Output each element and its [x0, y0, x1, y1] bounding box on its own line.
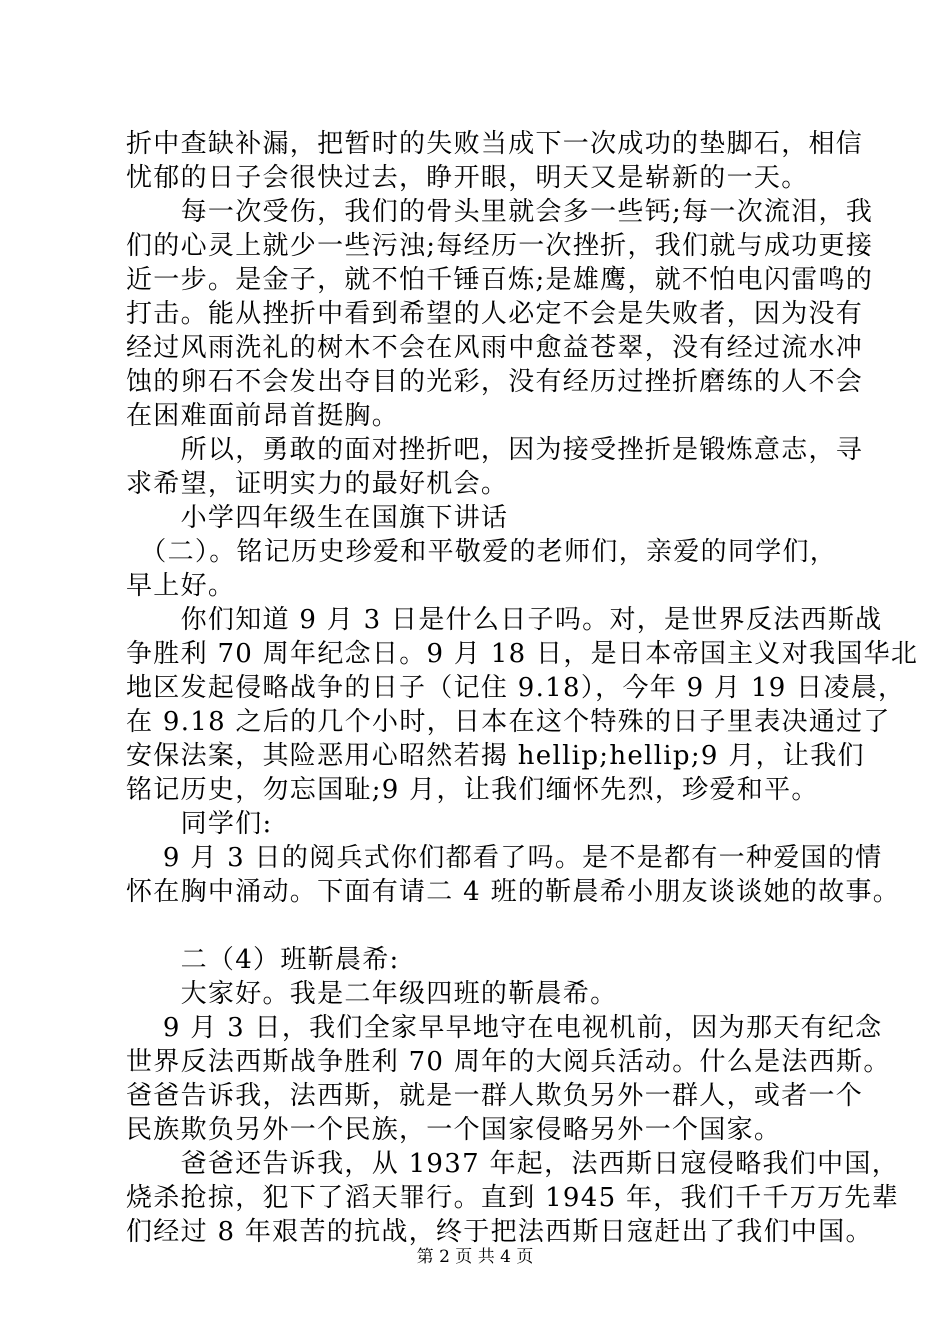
text-line: 世界反法西斯战争胜利 70 周年的大阅兵活动。什么是法西斯。	[126, 1047, 891, 1077]
text-line: 争胜利 70 周年纪念日。9 月 18 日，是日本帝国主义对我国华北	[126, 639, 919, 669]
text-line: 9 月 3 日，我们全家早早地守在电视机前，因为那天有纪念	[126, 1013, 883, 1043]
text-line: 们经过 8 年艰苦的抗战，终于把法西斯日寇赶出了我们中国。	[126, 1217, 873, 1247]
text-line: 爸爸还告诉我，从 1937 年起，法西斯日寇侵略我们中国，	[126, 1149, 899, 1179]
text-line: 近一步。是金子，就不怕千锤百炼;是雄鹰，就不怕电闪雷鸣的	[126, 265, 874, 295]
text-line: 在困难面前昂首挺胸。	[126, 401, 400, 431]
text-line: 每一次受伤，我们的骨头里就会多一些钙;每一次流泪，我	[126, 197, 874, 227]
page-number: 第 2 页 共 4 页	[416, 1247, 534, 1267]
text-line: 烧杀抢掠，犯下了滔天罪行。直到 1945 年，我们千千万万先辈	[126, 1183, 899, 1213]
text-line: 安保法案，其险恶用心昭然若揭 hellip;hellip;9 月，让我们	[126, 741, 865, 771]
text-line: 所以，勇敢的面对挫折吧，因为接受挫折是锻炼意志，寻	[126, 435, 864, 465]
text-line: 们的心灵上就少一些污浊;每经历一次挫折，我们就与成功更接	[126, 231, 874, 261]
text-line: 忧郁的日子会很快过去，睁开眼，明天又是崭新的一天。	[126, 163, 809, 193]
speaker-label: 二（4）班靳晨希:	[126, 945, 400, 975]
text-line: 早上好。	[126, 571, 236, 601]
text-line: 怀在胸中涌动。下面有请二 4 班的靳晨希小朋友谈谈她的故事。	[126, 877, 901, 907]
text-line: 同学们:	[126, 809, 273, 839]
text-line: 蚀的卵石不会发出夺目的光彩，没有经历过挫折磨练的人不会	[126, 367, 864, 397]
text-line: 在 9.18 之后的几个小时，日本在这个特殊的日子里表决通过了	[126, 707, 891, 737]
text-line: 折中查缺补漏，把暂时的失败当成下一次成功的垫脚石，相信	[126, 129, 864, 159]
section-heading: 小学四年级生在国旗下讲话	[126, 503, 509, 533]
text-line: 经过风雨洗礼的树木不会在风雨中愈益苍翠，没有经过流水冲	[126, 333, 864, 363]
text-line: 地区发起侵略战争的日子（记住 9.18），今年 9 月 19 日凌晨，	[126, 673, 906, 703]
text-line: 打击。能从挫折中看到希望的人必定不会是失败者，因为没有	[126, 299, 864, 329]
text-line: 铭记历史，勿忘国耻;9 月，让我们缅怀先烈，珍爱和平。	[126, 775, 819, 805]
text-line: 民族欺负另外一个民族，一个国家侵略另外一个国家。	[126, 1115, 782, 1145]
text-line: 大家好。我是二年级四班的靳晨希。	[126, 979, 618, 1009]
text-line: 爸爸告诉我，法西斯，就是一群人欺负另外一群人，或者一个	[126, 1081, 864, 1111]
text-line: 求希望，证明实力的最好机会。	[126, 469, 509, 499]
text-line: 你们知道 9 月 3 日是什么日子吗。对，是世界反法西斯战	[126, 605, 883, 635]
text-line: （二）。铭记历史珍爱和平敬爱的老师们，亲爱的同学们，	[126, 537, 838, 567]
text-line: 9 月 3 日的阅兵式你们都看了吗。是不是都有一种爱国的情	[126, 843, 883, 873]
